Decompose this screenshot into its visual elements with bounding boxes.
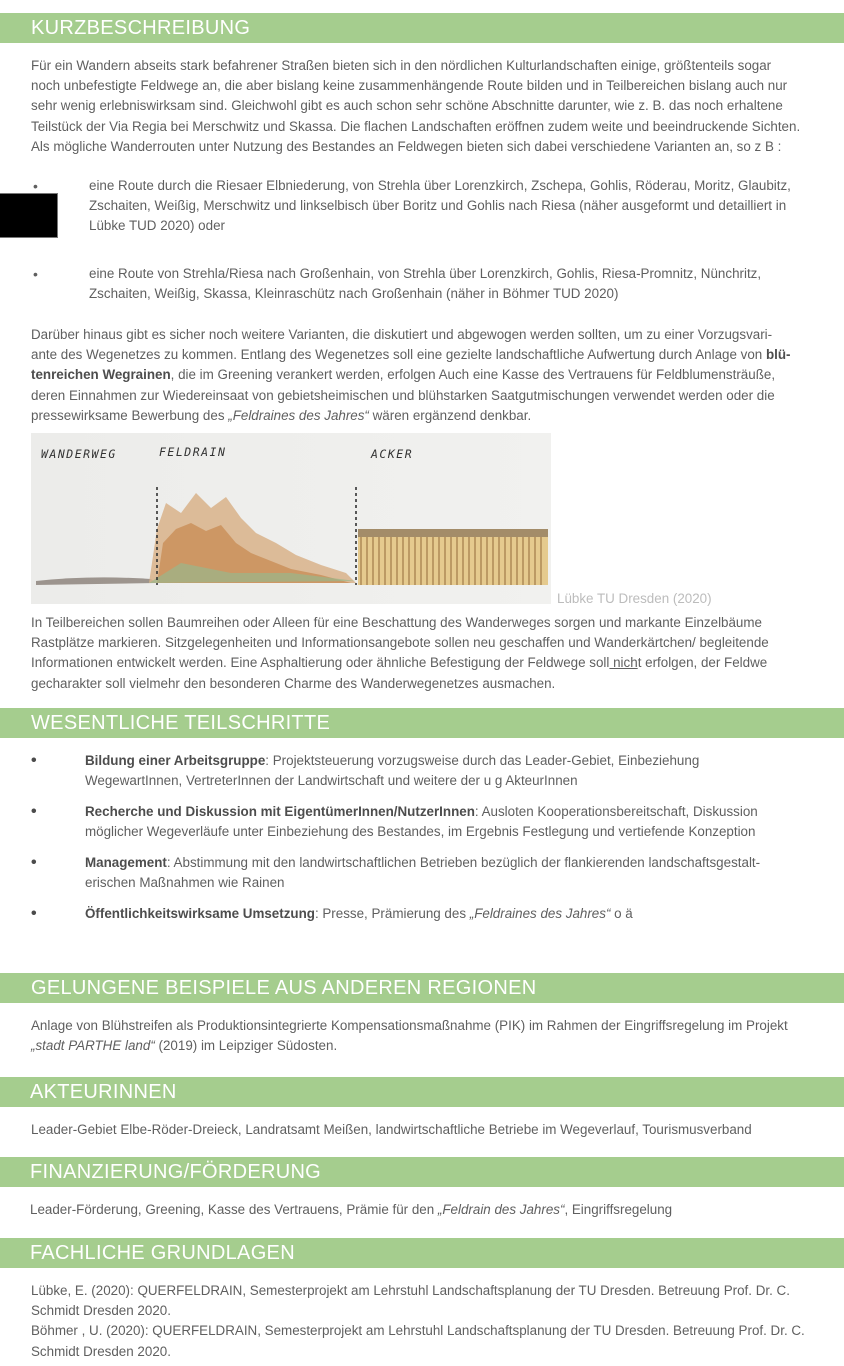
bullet-dot: • (31, 803, 37, 820)
text-line: Lübke, E. (2020): QUERFELDRAIN, Semesterprojekt am Lehrstuhl Landschaftsplanung der TU Dresden. Betreuung Prof. Dr. C. (31, 1283, 790, 1298)
section-title: KURZBESCHREIBUNG (31, 17, 251, 39)
text-line: Zschaiten, Weißig, Merschwitz und linkselbisch über Boritz und Gohlis nach Riesa (näher ausgeformt und detailliert in (89, 198, 787, 214)
text-line: noch unbefestigte Feldwege an, die aber bislang keine zusammenhängende Route bilden und in Teilbereichen bislang auch nur (31, 78, 788, 94)
text-line: Schmidt Dresden 2020. (31, 1343, 171, 1359)
finanz-paragraph (30, 1200, 843, 1220)
intro-paragraph (31, 56, 844, 157)
text-line: eine Route von Strehla/Riesa nach Großenhain, von Strehla über Lorenzkirch, Gohlis, Riesa-Promnitz, Nünchritz, (89, 266, 762, 281)
text-line: Lübke TUD 2020) oder (89, 218, 225, 234)
acker-area (358, 529, 548, 585)
redaction-box (0, 194, 57, 237)
route-2-text (89, 264, 844, 304)
text-line: Als mögliche Wanderrouten unter Nutzung des Bestandes an Feldwegen bieten sich dabei verschiedene Varianten an, so z B : (31, 138, 782, 154)
text-span: : Projektsteuerung vorzugsweise durch das Leader-Gebiet, Einbeziehung (265, 753, 700, 768)
text-line (31, 345, 844, 365)
text-span: , die im Greening verankert werden, erfolgen Auch eine Kasse des Vertrauens für Feldblumensträuße, (170, 367, 776, 383)
grundlagen-paragraph (31, 1281, 844, 1362)
section-header-kurzbeschreibung (0, 13, 844, 43)
text-line: Rastplätze markieren. Sitzgelegenheiten und Informationsangebote sollen neu geschaffen und Wanderkärtchen/ begleitende (31, 635, 769, 651)
step-title: Recherche und Diskussion mit EigentümerInnen/NutzerInnen (85, 804, 475, 819)
italic-span: „Feldrain des Jahres“ (437, 1202, 565, 1217)
step-title: Management (85, 855, 167, 870)
bold-span: tenreichen Wegrainen (31, 367, 171, 383)
text-line (31, 365, 844, 385)
section-header-teilschritte (0, 708, 844, 738)
acker-field (358, 529, 548, 585)
step-title: Bildung einer Arbeitsgruppe (85, 753, 266, 768)
text-line: Anlage von Blühstreifen als Produktionsintegrierte Kompensationsmaßnahme (PIK) im Rahmen der Eingriffsregelung im Projekt (31, 1018, 788, 1033)
text-line: deren Einnahmen zur Wiedereinsaat von gebietsheimischen und blühstarken Saatgutmischungen verwendet werden oder die (31, 387, 775, 403)
text-line: gecharakter soll vielmehr den besonderen Charme des Wanderwegenetzes ausmachen. (31, 675, 556, 691)
text-line: Darüber hinaus gibt es sicher noch weitere Varianten, die diskutiert und abgewogen werden sollten, um zu einer Vorzugsvari- (31, 327, 773, 342)
step-1 (85, 751, 835, 791)
darueber-paragraph (31, 325, 844, 426)
sketch-label-acker: ACKER (371, 447, 414, 461)
text-span: : Abstimmung mit den landwirtschaftlichen Betrieben bezüglich der flankierenden landschaftsgestalt- (166, 855, 761, 870)
beispiele-paragraph (31, 1016, 844, 1056)
text-span: ante des Wegenetzes zu kommen. Entlang des Wegenetzes soll eine gezielte landschaftliche Aufwertung durch Anlage von (31, 347, 766, 363)
section-title: AKTEURINNEN (30, 1081, 177, 1103)
italic-span: „Feldraines des Jahres“ (228, 407, 369, 423)
text-line (85, 853, 835, 873)
section-header-akteure (0, 1077, 844, 1107)
text-line: In Teilbereichen sollen Baumreihen oder Alleen für eine Beschattung des Wanderweges sorgen und markante Einzelbäume (31, 615, 762, 630)
italic-span: „stadt PARTHE land“ (31, 1038, 155, 1054)
text-span: t erfolgen, der Feldwe (637, 655, 768, 671)
acker-tops (358, 529, 548, 537)
text-line: möglicher Wegeverläufe unter Einbeziehung des Bestandes, im Ergebnis Festlegung und vertiefende Konzeption (85, 824, 756, 840)
step-4 (85, 904, 835, 924)
section-header-beispiele (0, 973, 844, 1003)
text-span: o ä (610, 906, 633, 921)
route-1-text (89, 176, 844, 237)
section-header-finanzierung (0, 1157, 844, 1187)
text-span: wären ergänzend denkbar. (368, 407, 532, 423)
text-line: Böhmer , U. (2020): QUERFELDRAIN, Semesterprojekt am Lehrstuhl Landschaftsplanung der TU Dresden. Betreuung Prof. Dr. C. (31, 1323, 805, 1339)
text-line: eine Route durch die Riesaer Elbniederung, von Strehla über Lorenzkirch, Zschepa, Gohlis, Röderau, Moritz, Glaubitz, (89, 178, 791, 193)
bold-span: blü- (765, 347, 791, 363)
underlined-span: nich (609, 655, 638, 671)
text-line (31, 653, 844, 673)
text-line (85, 751, 835, 771)
text-span: pressewirksame Bewerbung des (31, 407, 229, 423)
section-title: FINANZIERUNG/FÖRDERUNG (30, 1161, 322, 1183)
text-span: (2019) im Leipziger Südosten. (154, 1038, 338, 1054)
step-title: Öffentlichkeitswirksame Umsetzung (85, 906, 315, 921)
text-span: Leader-Förderung, Greening, Kasse des Vertrauens, Prämie für den (30, 1202, 438, 1217)
text-span: Informationen entwickelt werden. Eine Asphaltierung oder ähnliche Befestigung der Feldwege soll (31, 655, 610, 671)
feldrain-sketch (31, 433, 551, 604)
bullet-dot: • (31, 905, 37, 922)
bullet-dot: • (33, 178, 38, 194)
step-3 (85, 853, 835, 893)
text-line: Zschaiten, Weißig, Skassa, Kleinraschütz nach Großenhain (näher in Böhmer TUD 2020) (89, 286, 619, 302)
text-line: WegewartInnen, VertreterInnen der Landwirtschaft und weitere der u g AkteurInnen (85, 773, 578, 789)
step-2 (85, 802, 835, 842)
sketch-label-wanderweg: WANDERWEG (41, 447, 117, 461)
text-line: sehr wenig erlebniswirksam sind. Gleichwohl gibt es auch schon sehr schöne Abschnitte darunter, wie z. B. das noch erhaltene (31, 98, 783, 114)
section-title: FACHLICHE GRUNDLAGEN (30, 1242, 295, 1264)
text-span: : Ausloten Kooperationsbereitschaft, Diskussion (474, 804, 758, 819)
bullet-dot: • (31, 752, 37, 769)
text-line (85, 802, 835, 822)
text-line: Für ein Wandern abseits stark befahrener Straßen bieten sich in den nördlichen Kulturlandschaften einige, größtenteils sogar (31, 58, 772, 73)
image-caption: Lübke TU Dresden (2020) (557, 591, 712, 606)
akteure-paragraph: Leader-Gebiet Elbe-Röder-Dreieck, Landratsamt Meißen, landwirtschaftliche Betriebe im Wegeverlauf, Tourismusverband (31, 1122, 752, 1137)
text-line (31, 406, 844, 426)
text-line (31, 1036, 844, 1056)
text-line: Teilstück der Via Regia bei Merschwitz und Skassa. Die flachen Landschaften eröffnen zudem weite und beeindruckende Sichten. (31, 118, 801, 134)
section-header-grundlagen (0, 1238, 844, 1268)
baum-paragraph (31, 613, 844, 694)
text-span: : Presse, Prämierung des (314, 906, 470, 921)
section-title: GELUNGENE BEISPIELE AUS ANDEREN REGIONEN (31, 977, 537, 999)
bullet-dot: • (33, 266, 38, 282)
section-title: WESENTLICHE TEILSCHRITTE (31, 712, 331, 734)
sketch-label-feldrain: FELDRAIN (159, 445, 227, 459)
italic-span: „Feldraines des Jahres“ (469, 906, 611, 921)
text-line (85, 904, 835, 924)
text-span: , Eingriffsregelung (564, 1202, 673, 1217)
bullet-dot: • (31, 854, 37, 871)
text-line: Schmidt Dresden 2020. (31, 1303, 171, 1319)
text-line: erischen Maßnahmen wie Rainen (85, 875, 285, 891)
